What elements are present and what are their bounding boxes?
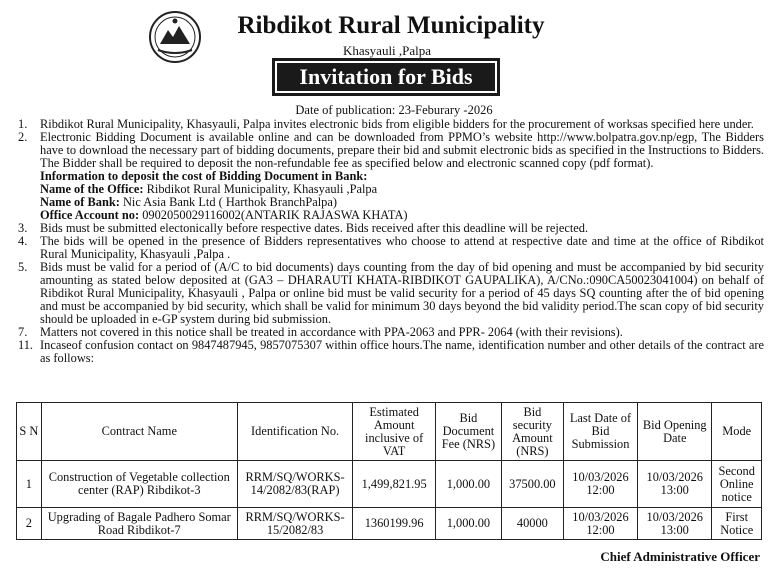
table-cell: First Notice (712, 508, 762, 540)
org-title: Ribdikot Rural Municipality (237, 12, 545, 39)
table-cell: 10/03/2026 12:00 (563, 508, 637, 540)
item-number: 2. (18, 130, 28, 144)
table-cell: 1,000.00 (435, 508, 501, 540)
col-header: Mode (712, 403, 762, 461)
table-cell: 1,000.00 (435, 461, 501, 508)
item-number: 1. (18, 117, 28, 131)
account-value: 0902050029116002(ANTARIK RAJASWA KHATA) (139, 208, 408, 222)
bank-info (18, 170, 764, 222)
table-header-row (17, 403, 762, 461)
col-header: Bid Opening Date (638, 403, 712, 461)
table-cell: 2 (17, 508, 42, 540)
item-number: 11. (18, 338, 34, 352)
item-text: Bids must be valid for a period of (A/C to bid documents) days counting from the day of bid opening and must be accompanied by bid security amounting as stated below deposited at (GA3 – DHARAUTI KHATA-RIBDIKOT GAUPALIKA), A/CNo.:090CA50023041004) on behalf of Ribdikot Rural Municipality, Khasyauli , Palpa or online bid must be valid security for a period of 45 days SQ counting after the of bid opening and must be accompanied by bid security, which shall be valid for minimum 30 days beyond the bid validity period.The scan copy of bid security should be uploaded in e-GP system during bid submission. (40, 260, 764, 326)
table-cell: RRM/SQ/WORKS-15/2082/83 (237, 508, 353, 540)
col-header: Bid security Amount (NRS) (501, 403, 563, 461)
col-header: Bid Document Fee (NRS) (435, 403, 501, 461)
item-text: The bids will be opened in the presence of Bidders representatives who choose to attend at respective date and time at the office of Ribdikot Rural Municipality, Khasyauli ,Palpa . (40, 234, 764, 261)
notice-item (18, 235, 764, 261)
table-row (17, 508, 762, 540)
item-number: 5. (18, 260, 28, 274)
item-text: Incaseof confusion contact on 9847487945, 9857075307 within office hours.The name, identification number and other details of the contract are as follows: (40, 338, 764, 365)
org-subtitle: Khasyauli ,Palpa (342, 43, 432, 58)
table-cell: 10/03/2026 13:00 (638, 461, 712, 508)
col-header: Last Date of Bid Submission (563, 403, 637, 461)
table-cell: 1,499,821.95 (353, 461, 436, 508)
table-cell: 1360199.96 (353, 508, 436, 540)
notice-item (18, 261, 764, 326)
bank-value: Nic Asia Bank Ltd ( Harthok BranchPalpa) (119, 195, 337, 209)
table-row (17, 461, 762, 508)
signoff: Chief Administrative Officer (600, 549, 760, 564)
col-header: Estimated Amount inclusive of VAT (353, 403, 436, 461)
notice-header (0, 6, 774, 66)
item-text: Bids must be submitted electonically before respective dates. Bids received after this deadline will be rejected. (40, 221, 589, 235)
col-header: S N (17, 403, 42, 461)
table-cell: Second Online notice (712, 461, 762, 508)
item-number: 3. (18, 221, 28, 235)
bids-banner (272, 58, 500, 96)
table-cell: Construction of Vegetable collection center (RAP) Ribdikot-3 (41, 461, 237, 508)
banner-text: Invitation for Bids (275, 61, 497, 93)
table-cell: 10/03/2026 13:00 (638, 508, 712, 540)
bank-heading: Information to deposit the cost of Bidding Document in Bank: (40, 169, 368, 183)
office-label: Name of the Office: (40, 182, 144, 196)
table-cell: 40000 (501, 508, 563, 540)
table-cell: 37500.00 (501, 461, 563, 508)
office-value: Ribdikot Rural Municipality, Khasyauli ,Palpa (143, 182, 378, 196)
table-cell: 1 (17, 461, 42, 508)
account-label: Office Account no: (40, 208, 140, 222)
item-text: Matters not covered in this notice shall be treated in accordance with PPA-2063 and PPR- 2064 (with their revisions). (40, 325, 623, 339)
item-text: Ribdikot Rural Municipality, Khasyauli, Palpa invites electronic bids from eligible bidders for the procurement of worksas specified here under. (40, 117, 754, 131)
notice-item (18, 339, 764, 365)
contract-table (16, 402, 762, 540)
item-number: 7. (18, 325, 28, 339)
notice-body (18, 118, 764, 365)
item-text: Electronic Bidding Document is available online and can be downloaded from PPMO’s website http://www.bolpatra.gov.np/egp, The Bidders have to download the necessary part of bidding documents, prepare their bid and submit electronic bids as specified in the Instructions to Bidders. The Bidder shall be required to deposit the non-refundable fee as specified below and electronic scanned copy (pdf format). (40, 130, 764, 170)
bank-label: Name of Bank: (40, 195, 120, 209)
col-header: Identification No. (237, 403, 353, 461)
table-cell: 10/03/2026 12:00 (563, 461, 637, 508)
publication-date: Date of publication: 23-Feburary -2026 (295, 103, 493, 117)
table-cell: Upgrading of Bagale Padhero Somar Road Ribdikot-7 (41, 508, 237, 540)
notice-item (18, 131, 764, 170)
col-header: Contract Name (41, 403, 237, 461)
table-cell: RRM/SQ/WORKS-14/2082/83(RAP) (237, 461, 353, 508)
item-number: 4. (18, 234, 28, 248)
